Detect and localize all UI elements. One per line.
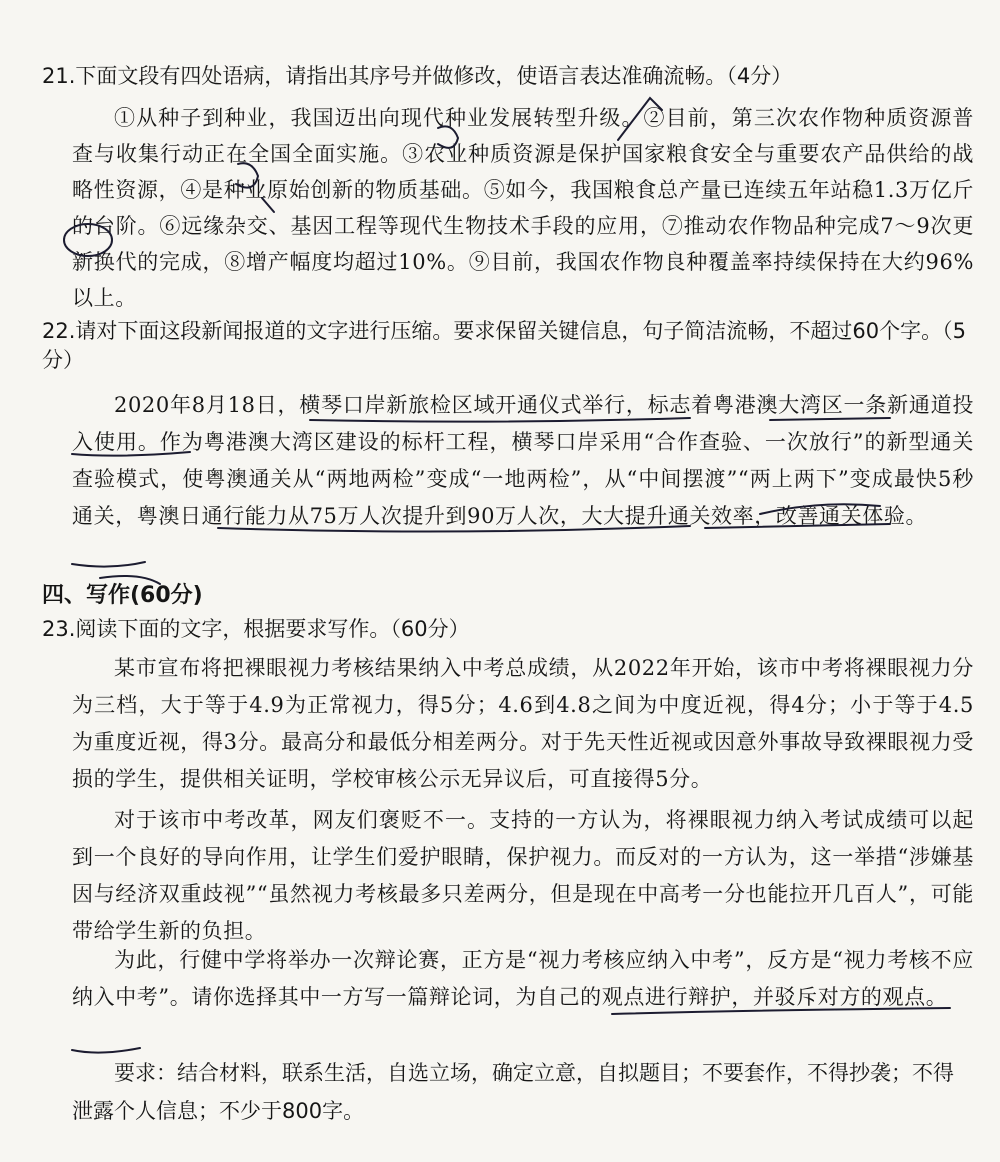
question-23-material-para-1: 某市宣布将把裸眼视力考核结果纳入中考总成绩，从2022年开始，该市中考将裸眼视力分为三档，大于等于4.9为正常视力，得5分；4.6到4.8之间为中度近视，得4分；小于等于4.5为重度近视，得3分。最高分和最低分相差两分。对于先天性近视或因意外事故导致裸眼视力受损的学生，提供相关证明，学校审核公示无异议后，可直接得5分。 [72,656,974,791]
question-23-requirements: 要求：结合材料，联系生活，自选立场，确定立意，自拟题目；不要套作，不得抄袭；不得泄露个人信息；不少于800字。 [72,1061,954,1123]
question-23-task: 为此，行健中学将举办一次辩论赛，正方是“视力考核应纳入中考”，反方是“视力考核不应纳入中考”。请你选择其中一方写一篇辩论词，为自己的观点进行辩护，并驳斥对方的观点。 [72,948,974,1009]
question-22-passage: 2020年8月18日，横琴口岸新旅检区域开通仪式举行，标志着粤港澳大湾区一条新通道投入使用。作为粤港澳大湾区建设的标杆工程，横琴口岸采用“合作查验、一次放行”的新型通关查验模式，使粤澳通关从“两地两检”变成“一地两检”，从“中间摆渡”“两上两下”变成最快5秒通关，粤澳日通行能力从75万人次提升到90万人次，大大提升通关效率，改善通关体验。 [72,393,974,528]
question-23-heading: 23.阅读下面的文字，根据要求写作。（60分） [42,617,470,641]
question-22-heading: 22.请对下面这段新闻报道的文字进行压缩。要求保留关键信息，句子简洁流畅，不超过60个字。（5分） [42,319,966,372]
section-4-title: 四、写作(60分) [42,583,203,608]
question-21-passage: ①从种子到种业，我国迈出向现代种业发展转型升级。②目前，第三次农作物种质资源普查与收集行动正在全国全面实施。③农业种质资源是保护国家粮食安全与重要农产品供给的战略性资源，④是种业原始创新的物质基础。⑤如今，我国粮食总产量已连续五年站稳1.3万亿斤的台阶。⑥远缘杂交、基因工程等现代生物技术手段的应用，⑦推动农作物品种完成7～9次更新换代的完成，⑧增产幅度均超过10%。⑨目前，我国农作物良种覆盖率持续保持在大约96%以上。 [72,106,974,310]
question-23-material-para-2: 对于该市中考改革，网友们褒贬不一。支持的一方认为，将裸眼视力纳入考试成绩可以起到一个良好的导向作用，让学生们爱护眼睛，保护视力。而反对的一方认为，这一举措“涉嫌基因与经济双重歧视”“虽然视力考核最多只差两分，但是现在中高考一分也能拉开几百人”，可能带给学生新的负担。 [72,808,974,943]
underline-q22-tiyan [72,562,145,567]
underline-q23-guandian [72,1048,140,1053]
question-21-heading: 21.下面文段有四处语病，请指出其序号并做修改，使语言表达准确流畅。（4分） [42,64,793,88]
